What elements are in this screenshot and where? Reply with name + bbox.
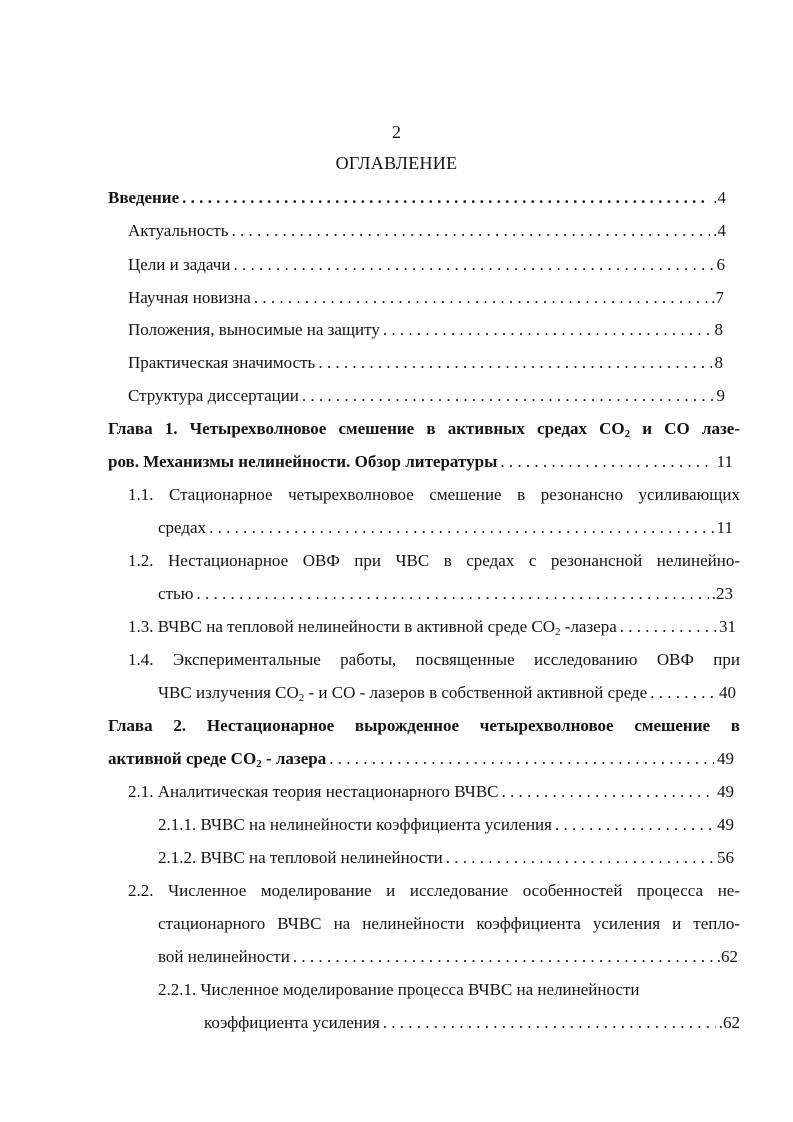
toc-entry-chapter-2-line2[interactable] bbox=[108, 748, 734, 770]
subscript: 2 bbox=[555, 626, 561, 638]
toc-entry-2-1[interactable] bbox=[128, 781, 734, 803]
toc-entry-title-part: 1.3. ВЧВС на тепловой нелинейности в активной среде CO bbox=[128, 617, 556, 636]
toc-entry-title: 2.1.1. ВЧВС на нелинейности коэффициента усиления bbox=[158, 815, 552, 834]
toc-page-number: 8 bbox=[714, 353, 723, 372]
dot-leader bbox=[209, 517, 714, 539]
toc-page-number: 11 bbox=[716, 452, 733, 471]
toc-entry-1-1-line1[interactable] bbox=[128, 484, 740, 506]
dot-leader bbox=[302, 385, 714, 407]
toc-entry-chapter-2-line1[interactable] bbox=[108, 715, 740, 737]
dot-leader bbox=[383, 1012, 716, 1034]
toc-page-number: .62 bbox=[716, 947, 738, 966]
dot-leader bbox=[446, 847, 714, 869]
toc-page-number: 11 bbox=[716, 518, 733, 537]
toc-page-number: 6 bbox=[716, 255, 725, 274]
toc-entry-title: Актуальность bbox=[128, 221, 229, 240]
subscript: 2 bbox=[624, 428, 631, 440]
toc-page-number: .7 bbox=[711, 288, 724, 307]
dot-leader bbox=[318, 352, 711, 374]
dot-leader bbox=[555, 814, 714, 836]
toc-page-number: 40 bbox=[719, 683, 736, 702]
dot-leader bbox=[233, 254, 713, 276]
toc-entry-chapter-1-line1[interactable] bbox=[108, 418, 740, 440]
dot-leader bbox=[500, 451, 713, 473]
toc-page-number: 8 bbox=[714, 320, 723, 339]
toc-entry-title-cont: и CO лазе- bbox=[630, 419, 740, 438]
toc-entry-practical[interactable] bbox=[128, 352, 723, 374]
toc-page-number: 49 bbox=[717, 782, 734, 801]
toc-entry-title bbox=[158, 682, 647, 704]
dot-leader bbox=[329, 748, 714, 770]
toc-entry-relevance[interactable] bbox=[128, 220, 726, 242]
toc-entry-title: Глава 1. Четырехволновое смешение в активных средах CO bbox=[108, 419, 625, 438]
toc-page-number: 49 bbox=[717, 815, 734, 834]
toc-entry-1-3[interactable] bbox=[128, 616, 736, 638]
toc-entry-defense[interactable] bbox=[128, 319, 723, 341]
toc-entry-title: 2.2. Численное моделирование и исследование особенностей процесса не- bbox=[128, 881, 740, 900]
toc-entry-2-1-1[interactable] bbox=[158, 814, 734, 836]
toc-entry-1-2-line2[interactable] bbox=[158, 583, 733, 605]
toc-entry-title-part: - и CO - лазеров в собственной активной среде bbox=[304, 683, 648, 702]
subscript: 2 bbox=[298, 692, 305, 704]
dot-leader bbox=[502, 781, 715, 803]
toc-page-number: .4 bbox=[713, 221, 726, 240]
toc-entry-title: Введение bbox=[108, 188, 180, 207]
toc-entry-1-4-line2[interactable] bbox=[158, 682, 736, 704]
toc-entry-title-part: - лазера bbox=[261, 749, 327, 768]
toc-entry-2-2-1-line2[interactable] bbox=[204, 1012, 740, 1034]
toc-entry-2-2-1-line1[interactable] bbox=[158, 979, 718, 1001]
toc-page-number: 9 bbox=[716, 386, 725, 405]
toc-page-number: 49 bbox=[717, 749, 734, 768]
dot-leader bbox=[196, 583, 708, 605]
toc-entry-title: стью bbox=[158, 584, 194, 603]
toc-page-number: .23 bbox=[711, 584, 733, 603]
toc-entry-title: Научная новизна bbox=[128, 288, 251, 307]
toc-entry-title: ров. Механизмы нелинейности. Обзор литературы bbox=[108, 452, 498, 471]
toc-entry-intro[interactable] bbox=[108, 187, 726, 209]
toc-page-number: .4 bbox=[713, 188, 726, 207]
toc-entry-2-2-line3[interactable] bbox=[158, 946, 738, 968]
toc-page-number: 56 bbox=[717, 848, 734, 867]
toc-entry-2-1-2[interactable] bbox=[158, 847, 734, 869]
dot-leader bbox=[254, 287, 708, 309]
toc-entry-title: 2.1.2. ВЧВС на тепловой нелинейности bbox=[158, 848, 443, 867]
dot-leader bbox=[620, 616, 716, 638]
toc-entry-title: вой нелинейности bbox=[158, 947, 290, 966]
dot-leader bbox=[383, 319, 712, 341]
toc-entry-title-part: ЧВС излучения CO bbox=[158, 683, 299, 702]
toc-entry-2-2-line2[interactable] bbox=[158, 913, 740, 935]
toc-entry-title: средах bbox=[158, 518, 207, 537]
toc-entry-2-2-line1[interactable] bbox=[128, 880, 740, 902]
toc-entry-title bbox=[108, 748, 326, 770]
toc-entry-title-part: активной среде CO bbox=[108, 749, 257, 768]
dot-leader bbox=[231, 220, 710, 242]
toc-entry-title: 1.4. Экспериментальные работы, посвященные исследованию ОВФ при bbox=[128, 650, 740, 669]
page-title: ОГЛАВЛЕНИЕ bbox=[335, 153, 458, 173]
toc-entry-structure[interactable] bbox=[128, 385, 725, 407]
toc-entry-title: 2.1. Аналитическая теория нестационарного ВЧВС bbox=[128, 782, 499, 801]
toc-page-number: 31 bbox=[719, 617, 736, 636]
toc-entry-title: Практическая значимость bbox=[128, 353, 316, 372]
toc-entry-1-1-line2[interactable] bbox=[158, 517, 733, 539]
toc-entry-title: 1.1. Стационарное четырехволновое смешение в резонансно усиливающих bbox=[128, 485, 740, 504]
toc-entry-1-4-line1[interactable] bbox=[128, 649, 740, 671]
toc-entry-title bbox=[128, 616, 617, 638]
toc-page-number: .62 bbox=[718, 1013, 740, 1032]
toc-entry-title: 1.2. Нестационарное ОВФ при ЧВС в средах с резонансной нелинейно- bbox=[128, 551, 740, 570]
toc-entry-goals[interactable] bbox=[128, 254, 725, 276]
toc-entry-novelty[interactable] bbox=[128, 287, 724, 309]
toc-entry-title: Глава 2. Нестационарное вырожденное четырехволновое смешение в bbox=[108, 716, 740, 735]
toc-entry-title: стационарного ВЧВС на нелинейности коэффициента усиления и тепло- bbox=[158, 914, 740, 933]
dot-leader bbox=[182, 187, 710, 209]
toc-entry-title: 2.2.1. Численное моделирование процесса ВЧВС на нелинейности bbox=[158, 980, 640, 999]
dot-leader bbox=[293, 946, 714, 968]
subscript: 2 bbox=[256, 758, 262, 770]
page-number: 2 bbox=[392, 122, 401, 142]
toc-entry-title-part: -лазера bbox=[560, 617, 617, 636]
toc-entry-title: Цели и задачи bbox=[128, 255, 231, 274]
toc-entry-title: Структура диссертации bbox=[128, 386, 299, 405]
toc-entry-1-2-line1[interactable] bbox=[128, 550, 740, 572]
dot-leader bbox=[650, 682, 716, 704]
toc-entry-title: Положения, выносимые на защиту bbox=[128, 320, 380, 339]
toc-entry-chapter-1-line2[interactable] bbox=[108, 451, 733, 473]
toc-entry-title: коэффициента усиления bbox=[204, 1013, 380, 1032]
